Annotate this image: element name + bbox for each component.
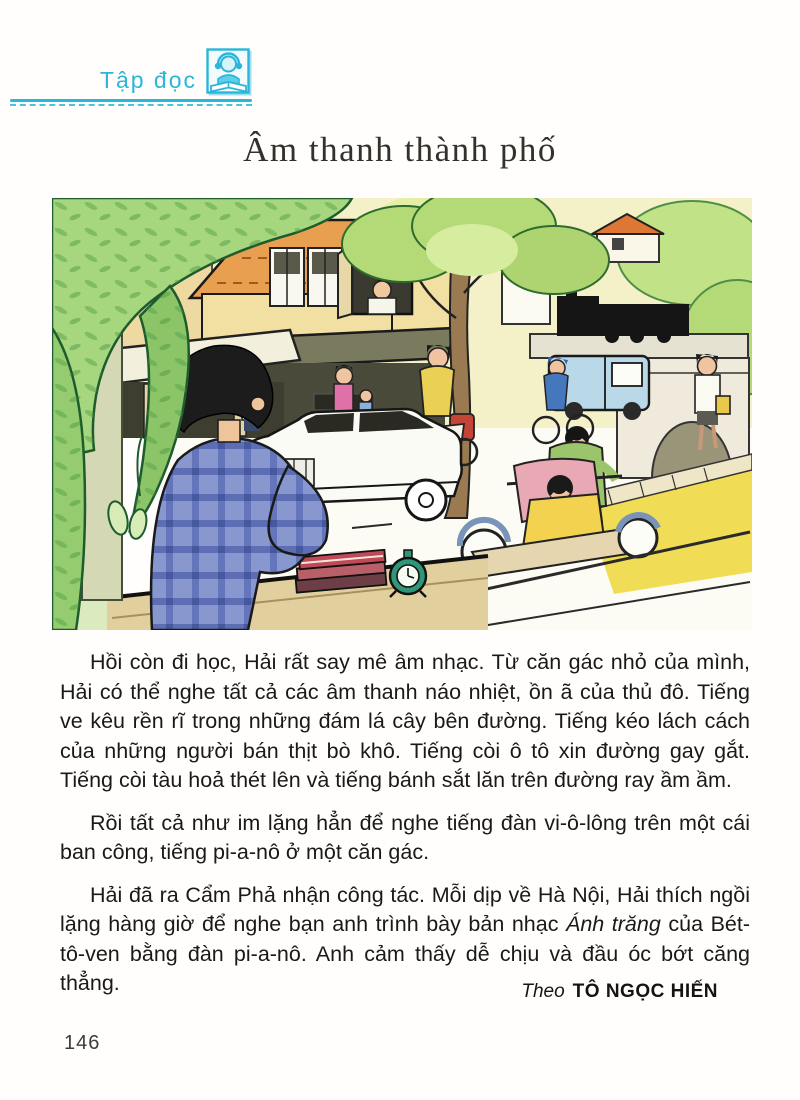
header-rule xyxy=(10,99,252,102)
reading-child-icon xyxy=(206,48,252,96)
reading-text xyxy=(60,648,750,1012)
lesson-label: Tập đọc xyxy=(99,67,197,93)
books xyxy=(294,550,388,593)
page-number: 146 xyxy=(64,1032,101,1054)
attribution xyxy=(0,981,718,1003)
paragraph-3: Hải đã ra Cẩm Phả nhận công tác. Mỗi dịp về Hà Nội, Hải thích ngồi lặng hàng giờ để nghe bạn anh trình bày bản nhạc Ánh trăng của Bét-tô-ven bằng đàn pi-a-nô. Anh cảm thấy dễ chịu và đầu óc bớt căng thẳng. xyxy=(60,882,751,995)
lesson-header xyxy=(10,48,252,106)
header-rule-dashed xyxy=(10,104,252,106)
street-scene-illustration xyxy=(52,198,752,630)
attribution-author: TÔ NGỌC HIẾN xyxy=(572,981,718,1002)
attribution-prefix: Theo xyxy=(521,981,565,1002)
page-title: Âm thanh thành phố xyxy=(243,130,557,169)
paragraph-1: Hồi còn đi học, Hải rất say mê âm nhạc. Từ căn gác nhỏ của mình, Hải có thể nghe tất cả các âm thanh náo nhiệt, ồn ã của thủ đô. Tiếng ve kêu rền rĩ trong những đám lá cây bên đường. Tiếng kéo lách cách của những người bán thịt bò khô. Tiếng còi ô tô xin đường gay gắt. Tiếng còi tàu hoả thét lên và tiếng bánh sắt lăn trên đường ray ầm ầm. xyxy=(60,650,750,792)
song-title: Ánh trăng xyxy=(566,912,661,936)
paragraph-2: Rồi tất cả như im lặng hẳn để nghe tiếng đàn vi-ô-lông trên một cái ban công, tiếng pi-a-nô ở một căn gác. xyxy=(60,810,750,864)
